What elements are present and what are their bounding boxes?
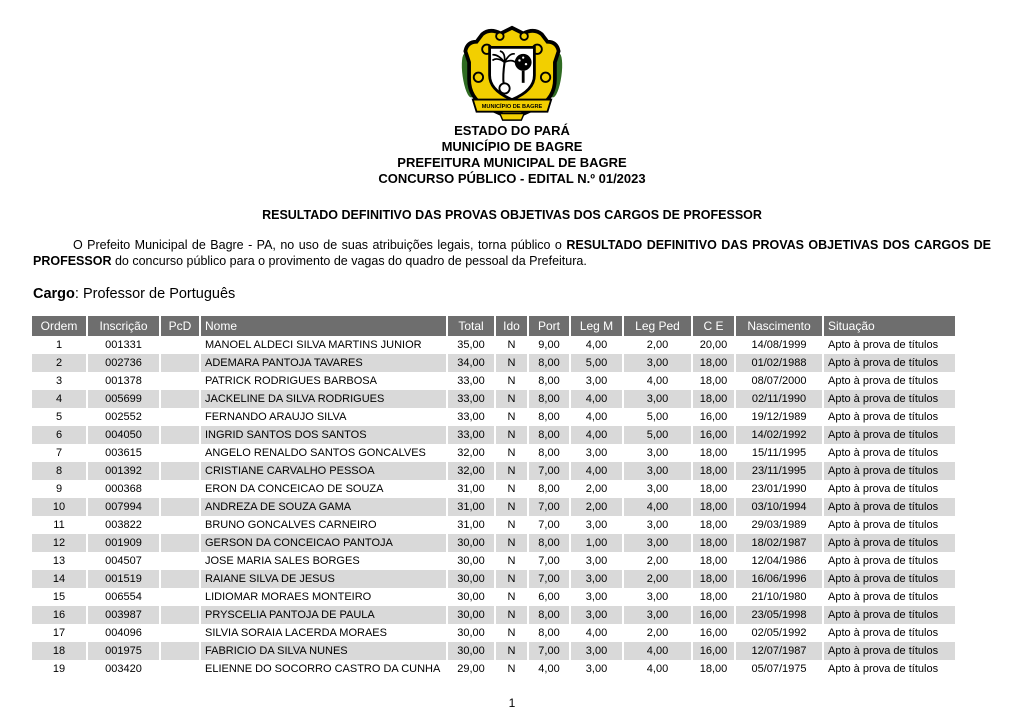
table-cell: 15	[32, 588, 87, 606]
table-cell: Apto à prova de títulos	[828, 537, 939, 549]
document-title: RESULTADO DEFINITIVO DAS PROVAS OBJETIVAS DOS CARGOS DE PROFESSOR	[262, 208, 762, 222]
table-cell: 3,00	[570, 372, 623, 390]
table-cell: 2,00	[623, 570, 692, 588]
table-cell: 4,00	[623, 642, 692, 660]
table-cell: 11	[32, 516, 87, 534]
table-cell: Apto à prova de títulos	[828, 501, 939, 513]
table-cell: N	[495, 516, 528, 534]
table-cell: 4,00	[623, 660, 692, 678]
table-cell: 16,00	[692, 426, 735, 444]
table-cell	[160, 408, 200, 426]
table-cell: N	[495, 426, 528, 444]
table-cell	[160, 498, 200, 516]
table-cell: CRISTIANE CARVALHO PESSOA	[200, 462, 447, 480]
table-cell: 33,00	[447, 408, 495, 426]
table-cell: 18/02/1987	[735, 534, 823, 552]
table-cell	[160, 336, 200, 354]
table-cell: Apto à prova de títulos	[828, 393, 939, 405]
table-cell: 8,00	[528, 426, 570, 444]
table-cell: ERON DA CONCEICAO DE SOUZA	[200, 480, 447, 498]
table-cell: Apto à prova de títulos	[828, 375, 939, 387]
column-header: Total	[447, 316, 495, 336]
column-header: PcD	[160, 316, 200, 336]
table-cell: 7,00	[528, 552, 570, 570]
table-cell: 33,00	[447, 426, 495, 444]
table-cell: 18,00	[692, 570, 735, 588]
crest-banner-text: MUNICÍPIO DE BAGRE	[481, 104, 543, 111]
table-cell: 30,00	[447, 588, 495, 606]
table-cell: Apto à prova de títulos	[828, 519, 939, 531]
table-cell: N	[495, 354, 528, 372]
table-cell	[160, 390, 200, 408]
org-line-prefecture: PREFEITURA MUNICIPAL DE BAGRE	[397, 155, 627, 170]
table-cell: 29,00	[447, 660, 495, 678]
table-cell: 12	[32, 534, 87, 552]
table-cell: 4,00	[570, 336, 623, 354]
table-cell: 2,00	[623, 336, 692, 354]
table-cell: 23/05/1998	[735, 606, 823, 624]
table-row	[32, 534, 955, 552]
coat-of-arms	[456, 25, 568, 121]
table-cell: 003822	[87, 516, 160, 534]
table-cell: 16,00	[692, 606, 735, 624]
column-header: Ido	[495, 316, 528, 336]
column-header: Ordem	[32, 316, 87, 336]
table-cell	[160, 354, 200, 372]
table-cell: ADEMARA PANTOJA TAVARES	[200, 354, 447, 372]
table-cell: 18,00	[692, 516, 735, 534]
table-cell: 21/10/1980	[735, 588, 823, 606]
intro-text-after: do concurso público para o provimento de vagas do quadro de pessoal da Prefeitura.	[111, 253, 587, 268]
table-cell: Apto à prova de títulos	[828, 339, 939, 351]
column-header: Inscrição	[87, 316, 160, 336]
table-cell: 16,00	[692, 408, 735, 426]
table-cell: 08/07/2000	[735, 372, 823, 390]
table-cell: 18,00	[692, 480, 735, 498]
table-cell: 34,00	[447, 354, 495, 372]
table-cell: 8,00	[528, 534, 570, 552]
table-cell: N	[495, 372, 528, 390]
table-cell: 3,00	[570, 660, 623, 678]
table-head	[32, 316, 955, 336]
table-cell: Apto à prova de títulos	[828, 429, 939, 441]
table-cell: 6	[32, 426, 87, 444]
table-row	[32, 354, 955, 372]
table-cell: 4,00	[623, 498, 692, 516]
table-cell: N	[495, 552, 528, 570]
table-cell: N	[495, 534, 528, 552]
table-row	[32, 624, 955, 642]
table-row	[32, 372, 955, 390]
table-cell: JOSE MARIA SALES BORGES	[200, 552, 447, 570]
table-cell: 8,00	[528, 624, 570, 642]
table-cell: 12/07/1987	[735, 642, 823, 660]
table-cell: 8,00	[528, 354, 570, 372]
table-cell: 18,00	[692, 534, 735, 552]
table-cell: 001378	[87, 372, 160, 390]
table-row	[32, 408, 955, 426]
table-cell: 5	[32, 408, 87, 426]
intro-text-before: O Prefeito Municipal de Bagre - PA, no uso de suas atribuições legais, torna público o	[73, 238, 567, 252]
table-cell: RAIANE SILVA DE JESUS	[200, 570, 447, 588]
table-cell: 18,00	[692, 372, 735, 390]
table-cell: N	[495, 498, 528, 516]
table-cell: 14/02/1992	[735, 426, 823, 444]
table-cell: 005699	[87, 390, 160, 408]
org-line-state: ESTADO DO PARÁ	[454, 123, 570, 138]
table-cell: 05/07/1975	[735, 660, 823, 678]
table-cell: 4,00	[570, 624, 623, 642]
table-cell: 4,00	[570, 390, 623, 408]
table-cell: 4	[32, 390, 87, 408]
table-cell: 18,00	[692, 498, 735, 516]
table-cell: 2,00	[570, 480, 623, 498]
table-cell: 8,00	[528, 372, 570, 390]
table-cell: N	[495, 642, 528, 660]
table-cell: 30,00	[447, 552, 495, 570]
table-cell: 02/05/1992	[735, 624, 823, 642]
table-cell: 3,00	[570, 444, 623, 462]
table-cell: 004096	[87, 624, 160, 642]
table-cell: N	[495, 408, 528, 426]
coat-of-arms-icon	[456, 25, 568, 122]
table-cell: Apto à prova de títulos	[828, 465, 939, 477]
table-cell: 10	[32, 498, 87, 516]
table-row	[32, 498, 955, 516]
table-cell: 4,00	[570, 426, 623, 444]
table-cell: 8,00	[528, 390, 570, 408]
table-cell: 8,00	[528, 606, 570, 624]
table-cell: JACKELINE DA SILVA RODRIGUES	[200, 390, 447, 408]
table-cell	[160, 570, 200, 588]
table-cell: 19	[32, 660, 87, 678]
column-header: Port	[528, 316, 570, 336]
table-cell: ELIENNE DO SOCORRO CASTRO DA CUNHA	[200, 660, 447, 678]
table-cell: N	[495, 660, 528, 678]
table-cell: 30,00	[447, 606, 495, 624]
table-cell: 30,00	[447, 534, 495, 552]
table-cell: 3,00	[623, 444, 692, 462]
table-cell: 15/11/1995	[735, 444, 823, 462]
table-cell: 31,00	[447, 480, 495, 498]
cargo-value: : Professor de Português	[74, 286, 236, 302]
table-cell: Apto à prova de títulos	[828, 645, 939, 657]
page-number: 1	[508, 696, 516, 710]
table-cell: 3,00	[623, 516, 692, 534]
table-cell: ANGELO RENALDO SANTOS GONCALVES	[200, 444, 447, 462]
table-cell: 18,00	[692, 354, 735, 372]
table-row	[32, 588, 955, 606]
table-cell	[160, 642, 200, 660]
table-cell: 002552	[87, 408, 160, 426]
table-cell: SILVIA SORAIA LACERDA MORAES	[200, 624, 447, 642]
table-cell: 3,00	[570, 516, 623, 534]
table-row	[32, 336, 955, 354]
table-cell: BRUNO GONCALVES CARNEIRO	[200, 516, 447, 534]
table-cell: Apto à prova de títulos	[828, 447, 939, 459]
column-header: Leg Ped	[623, 316, 692, 336]
table-cell: 18,00	[692, 552, 735, 570]
table-cell: 1	[32, 336, 87, 354]
table-cell: 16	[32, 606, 87, 624]
table-cell: PRYSCELIA PANTOJA DE PAULA	[200, 606, 447, 624]
table-row	[32, 390, 955, 408]
table-row	[32, 444, 955, 462]
table-cell	[160, 516, 200, 534]
table-cell: 3,00	[570, 570, 623, 588]
table-cell: Apto à prova de títulos	[828, 627, 939, 639]
table-cell: 3,00	[623, 534, 692, 552]
table-cell: 006554	[87, 588, 160, 606]
table-cell: 16/06/1996	[735, 570, 823, 588]
table-row	[32, 660, 955, 678]
table-cell: GERSON DA CONCEICAO PANTOJA	[200, 534, 447, 552]
table-cell: 3,00	[570, 552, 623, 570]
table-cell: Apto à prova de títulos	[828, 609, 939, 621]
table-cell: N	[495, 588, 528, 606]
table-cell: 3,00	[623, 390, 692, 408]
table-cell: Apto à prova de títulos	[828, 663, 939, 675]
column-header: Situação	[823, 316, 955, 336]
table-cell: 007994	[87, 498, 160, 516]
column-header: C E	[692, 316, 735, 336]
table-row	[32, 552, 955, 570]
table-row	[32, 480, 955, 498]
table-cell: 4,00	[570, 408, 623, 426]
table-cell: N	[495, 444, 528, 462]
cargo-line	[33, 286, 1024, 302]
table-cell: 003420	[87, 660, 160, 678]
table-cell: 1,00	[570, 534, 623, 552]
table-cell: 23/01/1990	[735, 480, 823, 498]
table-cell: 000368	[87, 480, 160, 498]
table-cell: 7	[32, 444, 87, 462]
table-cell: 3,00	[570, 606, 623, 624]
table-cell: 4,00	[623, 372, 692, 390]
table-cell: 001975	[87, 642, 160, 660]
table-cell: 23/11/1995	[735, 462, 823, 480]
results-table	[32, 316, 955, 678]
table-cell: 01/02/1988	[735, 354, 823, 372]
table-row	[32, 426, 955, 444]
intro-paragraph	[33, 238, 991, 269]
table-cell: 18,00	[692, 444, 735, 462]
table-cell: 3	[32, 372, 87, 390]
table-row	[32, 516, 955, 534]
table-cell: 32,00	[447, 462, 495, 480]
table-cell: 03/10/1994	[735, 498, 823, 516]
table-cell	[160, 534, 200, 552]
table-row	[32, 570, 955, 588]
table-cell	[160, 372, 200, 390]
table-cell: FABRICIO DA SILVA NUNES	[200, 642, 447, 660]
table-cell: 2,00	[570, 498, 623, 516]
table-cell: 17	[32, 624, 87, 642]
table-body	[32, 336, 955, 678]
table-row	[32, 462, 955, 480]
org-line-edital: CONCURSO PÚBLICO - EDITAL N.º 01/2023	[378, 171, 646, 186]
table-cell: 19/12/1989	[735, 408, 823, 426]
table-cell: 18,00	[692, 588, 735, 606]
table-cell: Apto à prova de títulos	[828, 555, 939, 567]
table-cell: 001392	[87, 462, 160, 480]
table-cell: Apto à prova de títulos	[828, 411, 939, 423]
table-cell: 7,00	[528, 570, 570, 588]
table-cell: 7,00	[528, 462, 570, 480]
table-cell: N	[495, 480, 528, 498]
table-cell: N	[495, 606, 528, 624]
table-cell: MANOEL ALDECI SILVA MARTINS JUNIOR	[200, 336, 447, 354]
intro-text-bold: RESULTADO DEFINITIVO DAS PROVAS OBJETIVAS DOS CARGOS DE PROFESSOR	[33, 238, 991, 268]
table-cell: 5,00	[570, 354, 623, 372]
column-header: Leg M	[570, 316, 623, 336]
table-cell: 8,00	[528, 480, 570, 498]
table-row	[32, 642, 955, 660]
table-cell: 16,00	[692, 642, 735, 660]
table-cell: N	[495, 462, 528, 480]
table-cell: 6,00	[528, 588, 570, 606]
table-cell: 16,00	[692, 624, 735, 642]
org-header	[0, 123, 1024, 187]
table-cell: 31,00	[447, 498, 495, 516]
table-cell	[160, 462, 200, 480]
table-cell: INGRID SANTOS DOS SANTOS	[200, 426, 447, 444]
table-row	[32, 606, 955, 624]
table-cell	[160, 444, 200, 462]
table-cell: 9,00	[528, 336, 570, 354]
table-cell: 5,00	[623, 426, 692, 444]
table-cell: 35,00	[447, 336, 495, 354]
table-cell	[160, 480, 200, 498]
table-cell	[160, 660, 200, 678]
header-row	[32, 316, 955, 336]
table-cell: ANDREZA DE SOUZA GAMA	[200, 498, 447, 516]
table-cell: 13	[32, 552, 87, 570]
table-cell: 004507	[87, 552, 160, 570]
table-cell: N	[495, 390, 528, 408]
table-cell: 33,00	[447, 372, 495, 390]
table-cell: Apto à prova de títulos	[828, 573, 939, 585]
table-cell: 002736	[87, 354, 160, 372]
table-cell: 4,00	[528, 660, 570, 678]
table-cell: Apto à prova de títulos	[828, 483, 939, 495]
table-cell: 20,00	[692, 336, 735, 354]
table-cell: 18,00	[692, 660, 735, 678]
table-cell: 31,00	[447, 516, 495, 534]
table-cell: 30,00	[447, 624, 495, 642]
table-cell: 18	[32, 642, 87, 660]
table-cell: 29/03/1989	[735, 516, 823, 534]
table-cell: 3,00	[623, 462, 692, 480]
table-cell: 18,00	[692, 462, 735, 480]
table-cell	[160, 588, 200, 606]
table-cell: 12/04/1986	[735, 552, 823, 570]
column-header: Nascimento	[735, 316, 823, 336]
table-cell: 3,00	[570, 588, 623, 606]
table-cell: 001519	[87, 570, 160, 588]
cargo-label: Cargo	[33, 286, 75, 302]
table-cell: 3,00	[623, 606, 692, 624]
org-line-municipality: MUNICÍPIO DE BAGRE	[441, 139, 583, 154]
table-cell: 003987	[87, 606, 160, 624]
table-cell: FERNANDO ARAUJO SILVA	[200, 408, 447, 426]
table-cell: 14	[32, 570, 87, 588]
table-cell: N	[495, 570, 528, 588]
table-cell: 2	[32, 354, 87, 372]
table-cell: 004050	[87, 426, 160, 444]
table-cell: 8,00	[528, 444, 570, 462]
table-cell: 02/11/1990	[735, 390, 823, 408]
table-cell: 4,00	[570, 462, 623, 480]
table-cell: 3,00	[623, 480, 692, 498]
table-cell: N	[495, 624, 528, 642]
table-cell: 14/08/1999	[735, 336, 823, 354]
column-header: Nome	[200, 316, 447, 336]
table-cell: LIDIOMAR MORAES MONTEIRO	[200, 588, 447, 606]
table-cell: 30,00	[447, 570, 495, 588]
table-cell	[160, 624, 200, 642]
table-cell: 7,00	[528, 498, 570, 516]
table-cell: 9	[32, 480, 87, 498]
table-cell	[160, 426, 200, 444]
table-cell: 003615	[87, 444, 160, 462]
table-cell: 8	[32, 462, 87, 480]
table-cell: 3,00	[570, 642, 623, 660]
table-cell: 32,00	[447, 444, 495, 462]
table-cell: 001331	[87, 336, 160, 354]
table-cell: 3,00	[623, 354, 692, 372]
table-cell: 7,00	[528, 516, 570, 534]
table-cell: Apto à prova de títulos	[828, 357, 939, 369]
table-cell: 001909	[87, 534, 160, 552]
table-cell: 33,00	[447, 390, 495, 408]
table-cell: 7,00	[528, 642, 570, 660]
table-cell	[160, 606, 200, 624]
table-cell: PATRICK RODRIGUES BARBOSA	[200, 372, 447, 390]
table-cell: 2,00	[623, 624, 692, 642]
table-cell: 3,00	[623, 588, 692, 606]
table-cell: 8,00	[528, 408, 570, 426]
table-cell: N	[495, 336, 528, 354]
table-cell: 30,00	[447, 642, 495, 660]
table-cell: Apto à prova de títulos	[828, 591, 939, 603]
table-cell	[160, 552, 200, 570]
table-cell: 18,00	[692, 390, 735, 408]
table-cell: 2,00	[623, 552, 692, 570]
table-cell: 5,00	[623, 408, 692, 426]
